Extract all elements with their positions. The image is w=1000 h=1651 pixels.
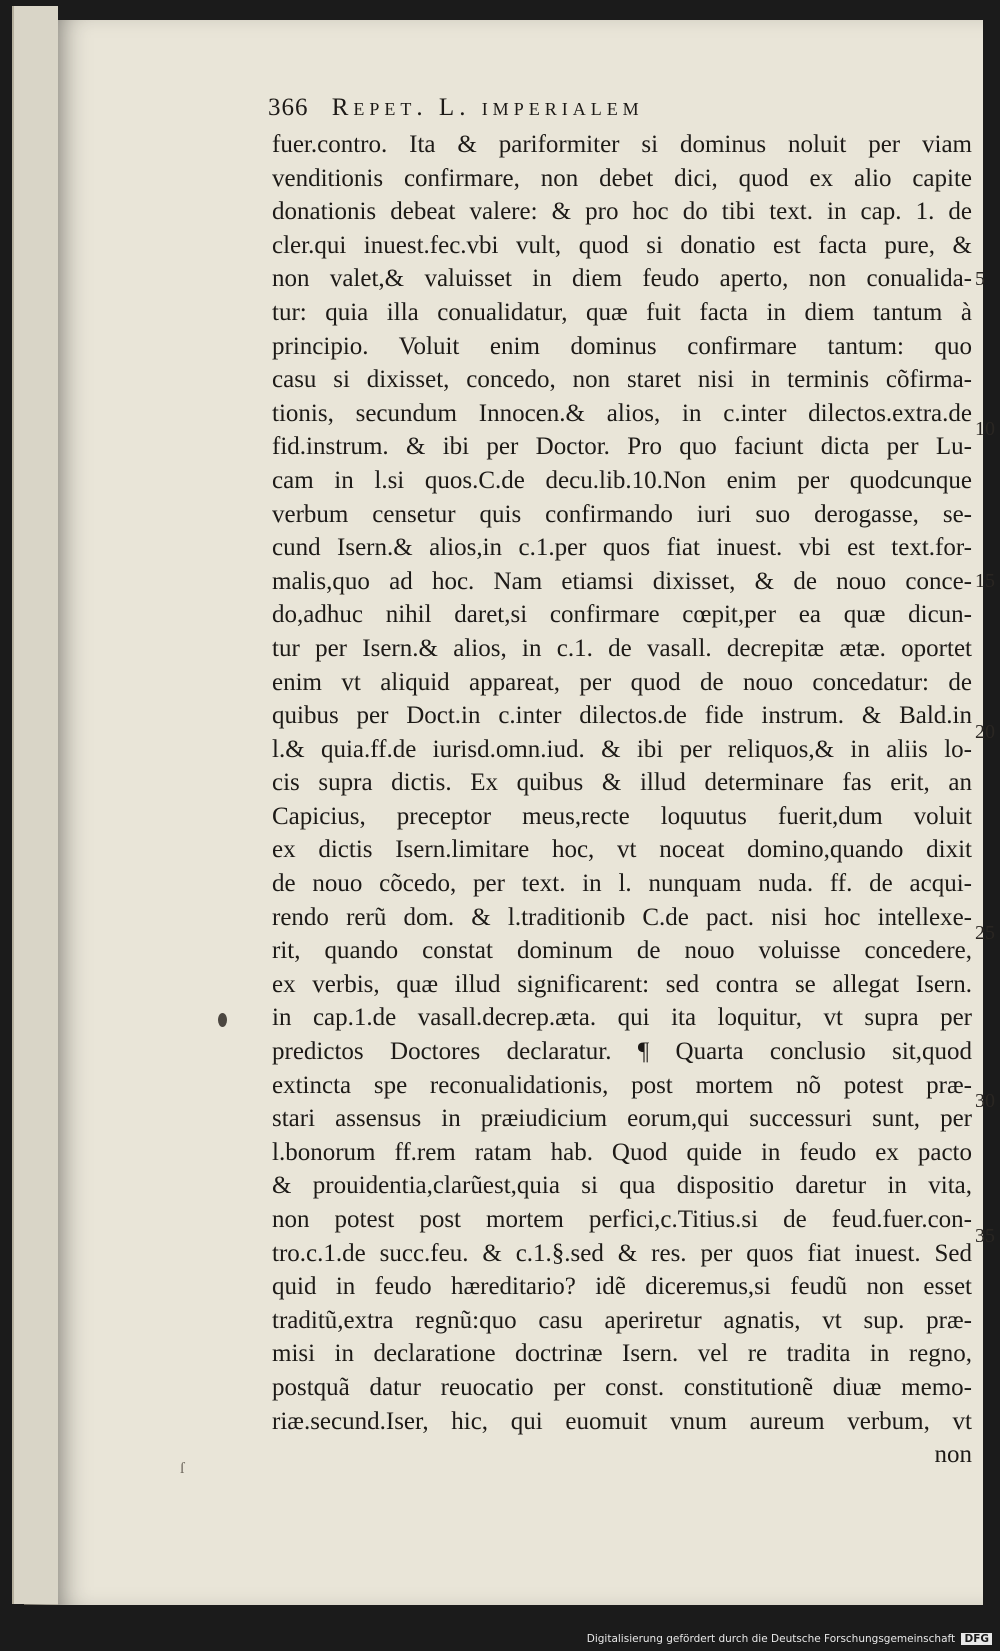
margin-number: 25: [975, 922, 995, 944]
text-line: non potest post mortem perfici,c.Titius.si de feud.fuer.con-: [272, 1206, 972, 1233]
text-line: cund Isern.& alios,in c.1.per quos fiat inuest. vbi est text.for-: [272, 534, 972, 562]
dfg-logo: DFG: [961, 1633, 992, 1645]
text-line: cis supra dictis. Ex quibus & illud determinare fas erit, an: [272, 769, 972, 797]
text-line: fuer.contro. Ita & pariformiter si dominus noluit per viam: [272, 131, 972, 158]
text-line: tro.c.1.de succ.feu. & c.1.§.sed & res. per quos fiat inuest. Sed: [272, 1239, 972, 1267]
margin-number: 10: [975, 418, 995, 440]
text-line: & prouidentia,clarũest,quia si qua dispositio daretur in vita,: [272, 1172, 972, 1200]
text-line: casu si dixisset, concedo, non staret nisi in terminis cõfirma-: [272, 366, 972, 394]
text-line: rendo rerũ dom. & l.traditionib C.de pact. nisi hoc intellexe-: [272, 903, 972, 931]
text-line: l.bonorum ff.rem ratam hab. Quod quide in feudo ex pacto: [272, 1138, 972, 1166]
text-line: non: [934, 1441, 972, 1469]
text-line: in cap.1.de vasall.decrep.æta. qui ita loquitur, vt supra per: [272, 1004, 972, 1032]
text-line: tur per Isern.& alios, in c.1. de vasall. decrepitæ ætæ. oportet: [272, 634, 972, 662]
text-line: l.& quia.ff.de iurisd.omn.iud. & ibi per reliquos,& in aliis lo-: [272, 735, 972, 763]
text-line: tionis, secundum Innocen.& alios, in c.inter dilectos.extra.de: [272, 399, 972, 427]
text-line: extincta spe reconualidationis, post mortem nõ potest præ-: [272, 1071, 972, 1099]
running-header: [268, 94, 644, 122]
text-line: cam in l.si quos.C.de decu.lib.10.Non enim per quodcunque: [272, 466, 972, 494]
ink-spot: [218, 1013, 227, 1027]
margin-number: 35: [975, 1225, 995, 1247]
margin-number: 20: [975, 721, 995, 743]
text-line: ex dictis Isern.limitare hoc, vt noceat domino,quando dixit: [272, 836, 972, 864]
text-line: Capicius, preceptor meus,recte loquutus fuerit,dum voluit: [272, 802, 972, 830]
text-line: de nouo cõcedo, per text. in l. nunquam nuda. ff. de acqui-: [272, 870, 972, 898]
left-page-edge: [12, 6, 58, 1604]
text-line: tur: quia illa conualidatur, quæ fuit facta in diem tantum à: [272, 298, 972, 326]
stray-mark: ſ: [180, 1460, 185, 1477]
credit-text: Digitalisierung gefördert durch die Deutsche Forschungsgemeinschaft: [586, 1633, 956, 1645]
text-line: traditũ,extra regnũ:quo casu aperiretur agnatis, vt sup. præ-: [272, 1306, 972, 1334]
text-line: verbum censetur quis confirmando iuri suo derogasse, se-: [272, 500, 972, 528]
text-line: do,adhuc nihil daret,si confirmare cœpit,per ea quæ dicun-: [272, 601, 972, 629]
text-line: misi in declaratione doctrinæ Isern. vel re tradita in regno,: [272, 1340, 972, 1368]
text-line: venditionis confirmare, non debet dici, quod ex alio capite: [272, 164, 972, 192]
text-line: non valet,& valuisset in diem feudo aperto, non conualida-: [272, 265, 972, 293]
margin-number: 15: [975, 570, 995, 592]
digitization-credit: [587, 1633, 992, 1645]
text-line: principio. Voluit enim dominus confirmare tantum: quo: [272, 332, 972, 360]
text-line: riæ.secund.Iser, hic, qui euomuit vnum aureum verbum, vt: [272, 1407, 972, 1435]
text-line: fid.instrum. & ibi per Doctor. Pro quo faciunt dicta per Lu-: [272, 433, 972, 461]
margin-number: 30: [975, 1090, 995, 1112]
text-line: rit, quando constat dominum de nouo voluisse concedere,: [272, 937, 972, 965]
text-line: malis,quo ad hoc. Nam etiamsi dixisset, & de nouo conce-: [272, 567, 972, 595]
running-title: Repet. L. imperialem: [331, 94, 644, 121]
text-line: stari assensus in præiudicium eorum,qui successuri sunt, per: [272, 1105, 972, 1133]
text-line: quid in feudo hæreditario? idẽ diceremus,si feudũ non esset: [272, 1273, 972, 1301]
text-line: donationis debeat valere: & pro hoc do tibi text. in cap. 1. de: [272, 198, 972, 226]
text-line: predictos Doctores declaratur. ¶ Quarta conclusio sit,quod: [272, 1038, 972, 1066]
text-line: enim vt aliquid appareat, per quod de nouo concedatur: de: [272, 668, 972, 696]
text-line: postquã datur reuocatio per const. constitutionẽ diuæ memo-: [272, 1373, 972, 1401]
text-line: ex verbis, quæ illud significarent: sed contra se allegat Isern.: [272, 970, 972, 998]
page-number: 366: [268, 94, 309, 121]
margin-number: 5: [975, 268, 985, 290]
text-line: cler.qui inuest.fec.vbi vult, quod si donatio est facta pure, &: [272, 231, 972, 259]
text-line: quibus per Doct.in c.inter dilectos.de fide instrum. & Bald.in: [272, 702, 972, 730]
body-text: [272, 128, 972, 1472]
